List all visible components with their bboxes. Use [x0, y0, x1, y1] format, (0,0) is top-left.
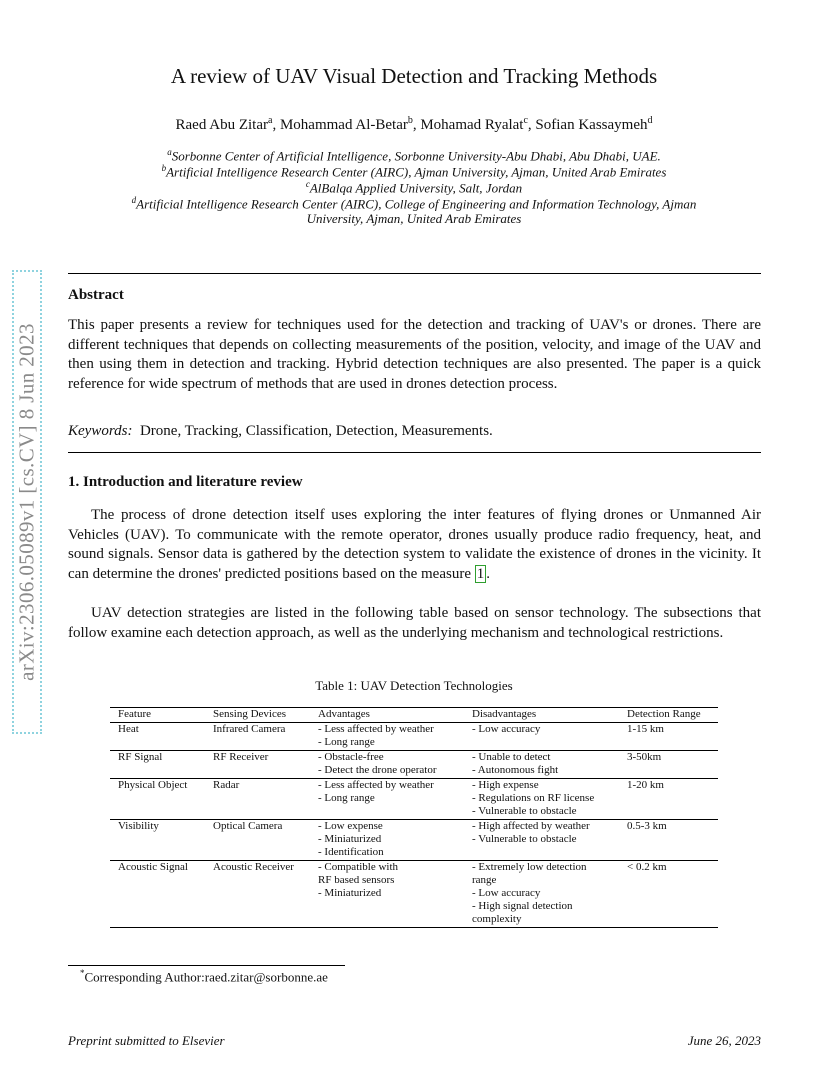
author-sup: b — [407, 115, 413, 126]
table-cell: - High affected by weather - Vulnerable to obstacle — [472, 820, 590, 845]
table-cell: 1-20 km — [627, 779, 664, 791]
author-sup: d — [647, 115, 653, 126]
affiliation — [0, 195, 828, 212]
affiliation — [0, 179, 828, 196]
table-header-row — [110, 707, 718, 723]
author-sup: c — [523, 115, 528, 126]
intro-paragraph-1 — [68, 506, 761, 584]
table-cell: Infrared Camera — [213, 723, 286, 735]
affiliation — [0, 163, 828, 180]
section-heading: 1. Introduction and literature review — [68, 474, 303, 490]
table-cell: 1-15 km — [627, 723, 664, 735]
keywords-label: Keywords: — [68, 423, 133, 439]
footer-left: Preprint submitted to Elsevier — [68, 1033, 225, 1048]
table-cell: - Low expense - Miniaturized - Identification — [318, 820, 384, 858]
keywords-line — [68, 422, 761, 442]
footnote — [80, 968, 328, 985]
author-list: Raed Abu Zitar$^a$, Mohammad Al-Betar$^b$, Mohamad Ryalat$^c$, Sofian Kassaymeh$^d$ — [175, 115, 653, 133]
table-row — [110, 751, 718, 779]
keywords-text: Drone, Tracking, Classification, Detection, Measurements. — [139, 423, 493, 439]
table-cell: - Less affected by weather - Long range — [318, 723, 434, 748]
table-cell: Physical Object — [118, 779, 188, 791]
author-name: Mohamad Ryalat — [420, 117, 524, 133]
affiliation-sup: d — [131, 195, 137, 205]
table-row — [110, 723, 718, 751]
abstract-top-rule — [68, 273, 761, 274]
table-row — [110, 820, 718, 861]
intro-paragraph-2: UAV detection strategies are listed in the following table based on sensor technology. The subsections that follow examine each detection approach, as well as the underlying mechanism and technological restrictions. — [68, 605, 761, 641]
footnote-text: Corresponding Author:raed.zitar@sorbonne.ae — [84, 969, 328, 985]
table-header-cell: Disadvantages — [472, 708, 537, 720]
footnote-rule — [68, 965, 345, 966]
table-cell: Optical Camera — [213, 820, 283, 832]
table-header-cell: Sensing Devices — [213, 708, 287, 720]
affiliation-sup: a — [167, 147, 172, 157]
table-header-cell: Advantages — [318, 708, 370, 720]
affiliation-text: Artificial Intelligence Research Center (AIRC), College of Engineering and Information Technology, Ajman — [136, 196, 697, 212]
table-cell: - Unable to detect - Autonomous fight — [472, 751, 559, 776]
affiliation-text: AlBalqa Applied University, Salt, Jordan — [309, 180, 523, 196]
table-header-cell: Feature — [118, 708, 151, 720]
table-cell: - Obstacle-free - Detect the drone operator — [318, 751, 437, 776]
affiliation-text: Artificial Intelligence Research Center (AIRC), Ajman University, Ajman, United Arab Emirates — [166, 164, 667, 180]
table-cell: 3-50km — [627, 751, 662, 763]
table-cell: Acoustic Signal — [118, 861, 188, 873]
table-cell: Acoustic Receiver — [213, 861, 294, 873]
arxiv-stamp — [12, 270, 42, 734]
table-cell: - Compatible with RF based sensors - Miniaturized — [318, 861, 399, 899]
abstract-text: This paper presents a review for techniques used for the detection and tracking of UAV's or drones. There are different techniques that depends on collecting measurements of the position, velocity, and image of the UAV and then using them in detection and tracking. Hybrid detection techniques are also presented. The paper is a quick reference for wide spectrum of methods that are used in drones detection process. — [68, 317, 761, 392]
table-caption: Table 1: UAV Detection Technologies — [315, 678, 513, 693]
author-name: Mohammad Al-Betar — [279, 117, 408, 133]
abstract-bottom-rule — [68, 452, 761, 453]
footnote-mark: * — [80, 968, 85, 978]
affiliation-text: Sorbonne Center of Artificial Intelligence, Sorbonne University-Abu Dhabi, Abu Dhabi, UAE. — [171, 148, 661, 164]
table-cell: - High expense - Regulations on RF license - Vulnerable to obstacle — [472, 779, 595, 817]
author-sup: a — [268, 115, 273, 126]
intro-text: The process of drone detection itself uses exploring the inter features of flying drones or Unmanned Air Vehicles (UAV). To communicate with the remote operator, drones usually produce radio frequency, heat, and sound signals. Sensor data is gathered by the detection system to validate the existence of drones in the vicinity. It can determine the drones' predicted positions based on the measure — [68, 507, 761, 582]
table-header-cell: Detection Range — [627, 708, 701, 720]
affiliation-continued: University, Ajman, United Arab Emirates — [306, 211, 522, 226]
table-cell: RF Signal — [118, 751, 163, 763]
detection-table — [110, 707, 718, 928]
table-cell: - Less affected by weather - Long range — [318, 779, 434, 804]
affiliation — [0, 147, 828, 164]
intro-text-end: . — [486, 565, 490, 582]
table-cell: - Extremely low detection range - Low accuracy - High signal detection complexity — [472, 861, 587, 925]
table-cell: < 0.2 km — [627, 861, 667, 873]
table-cell: Radar — [213, 779, 240, 791]
table-row — [110, 779, 718, 820]
table-cell: - Low accuracy — [472, 723, 541, 735]
table-cell: Heat — [118, 723, 139, 735]
citation-link[interactable]: 1 — [476, 565, 485, 582]
footer-right: June 26, 2023 — [687, 1033, 761, 1048]
table-row — [110, 861, 718, 928]
table-cell: RF Receiver — [213, 751, 269, 763]
table-cell: 0.5-3 km — [627, 820, 667, 832]
arxiv-stamp-text: arXiv:2306.05089v1 [cs.CV] 8 Jun 2023 — [14, 323, 39, 681]
affiliation-sup: c — [305, 179, 310, 189]
author-name: Raed Abu Zitar — [175, 117, 268, 133]
paper-title: A review of UAV Visual Detection and Tracking Methods — [170, 64, 658, 88]
abstract-heading: Abstract — [68, 287, 124, 303]
author-name: Sofian Kassaymeh — [535, 117, 648, 133]
affiliation-sup: b — [161, 163, 167, 173]
table-cell: Visibility — [118, 820, 159, 832]
